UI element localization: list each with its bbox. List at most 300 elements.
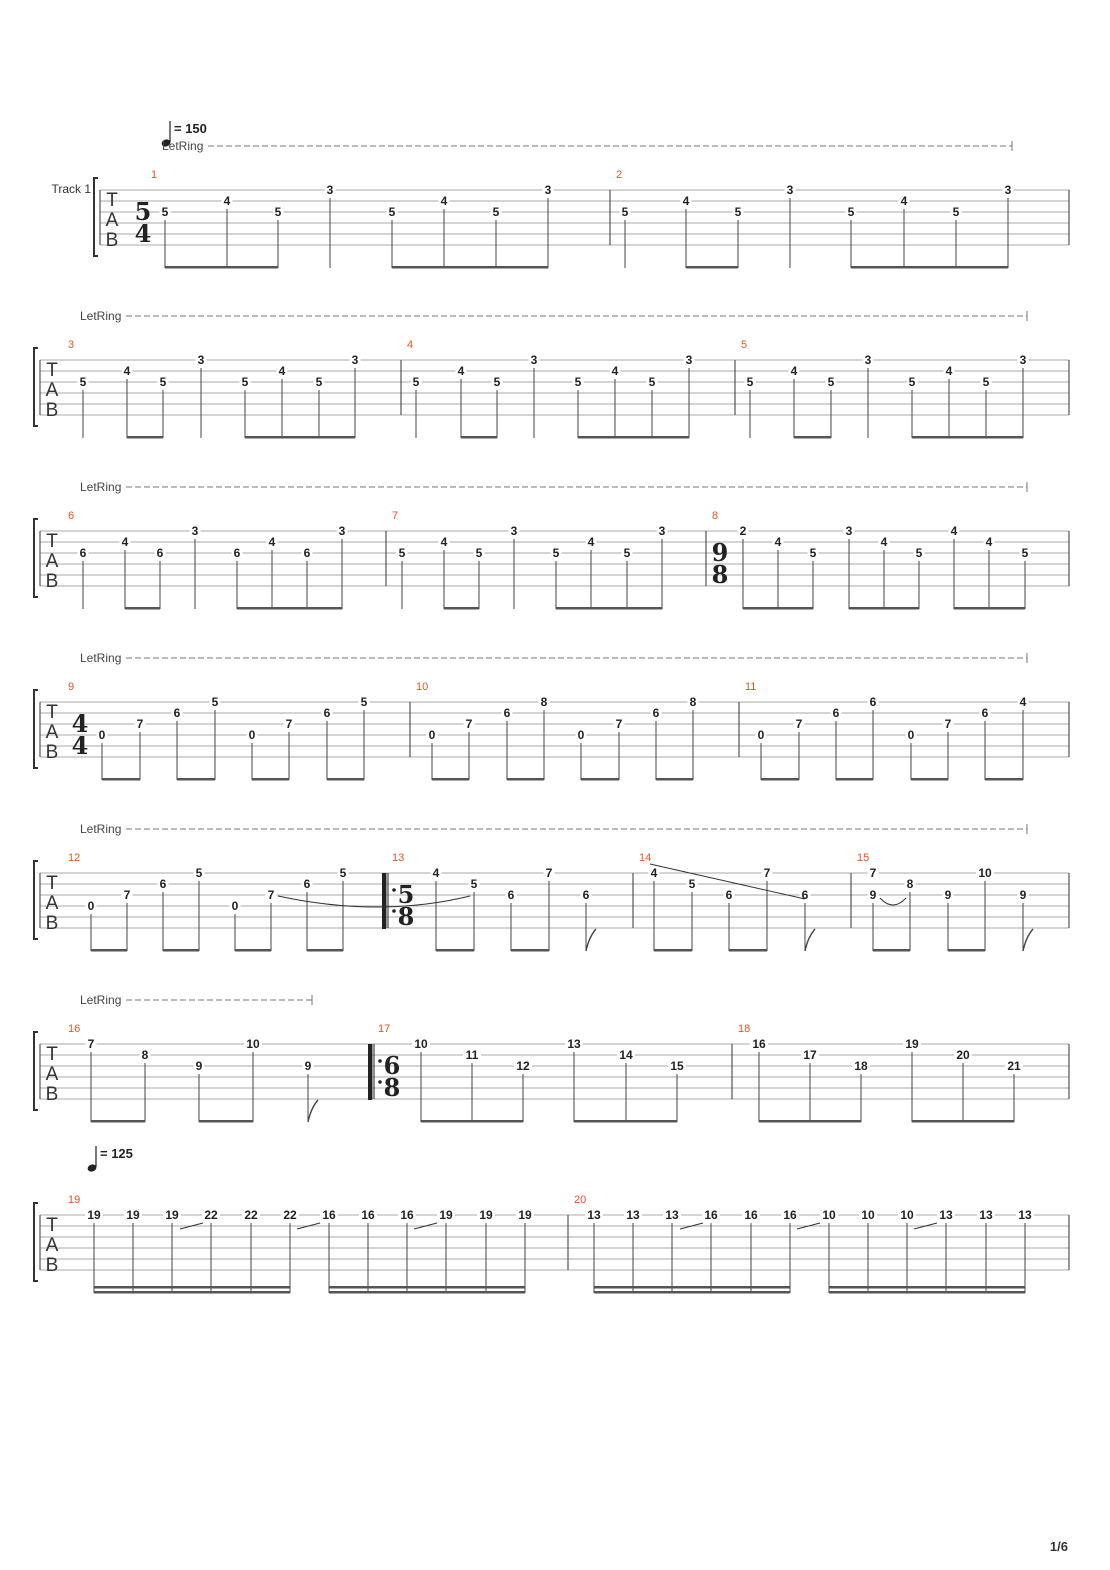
fret-number: 5: [746, 375, 754, 389]
fret-number: 0: [577, 728, 585, 742]
fret-number: 6: [156, 546, 164, 560]
fret-number: 4: [440, 535, 448, 549]
fret-number: 20: [956, 1048, 970, 1062]
beam: [163, 949, 199, 952]
fret-number: 21: [1007, 1059, 1021, 1073]
beam-secondary: [946, 1286, 986, 1289]
beam: [868, 1291, 907, 1294]
time-signature-bottom: 8: [711, 560, 729, 589]
beam: [282, 436, 319, 439]
tab-clef-letter: B: [45, 742, 59, 763]
fret-number: 3: [326, 183, 334, 197]
fret-number: 3: [544, 183, 552, 197]
beam: [574, 1120, 626, 1123]
beam: [751, 1291, 790, 1294]
fret-number: 19: [518, 1208, 532, 1222]
beam: [272, 607, 307, 610]
measure-number: 13: [392, 852, 405, 864]
tab-clef-letter: A: [45, 722, 59, 743]
beam-secondary: [211, 1286, 251, 1289]
beam: [904, 266, 956, 269]
beam-secondary: [711, 1286, 751, 1289]
letring-label: LetRing: [162, 139, 204, 153]
fret-number: 16: [752, 1037, 766, 1051]
fret-number: 6: [303, 546, 311, 560]
beam: [496, 266, 548, 269]
beam: [252, 778, 289, 781]
beam: [954, 607, 989, 610]
beam: [368, 1291, 407, 1294]
fret-number: 9: [869, 888, 877, 902]
fret-number: 4: [790, 364, 798, 378]
fret-number: 0: [757, 728, 765, 742]
fret-number: 3: [864, 353, 872, 367]
beam: [444, 266, 496, 269]
fret-number: 16: [400, 1208, 414, 1222]
fret-number: 4: [587, 535, 595, 549]
fret-number: 0: [231, 899, 239, 913]
fret-number: 6: [79, 546, 87, 560]
beam: [329, 1291, 368, 1294]
time-signature-bottom: 8: [397, 902, 415, 931]
fret-number: 22: [283, 1208, 297, 1222]
fret-number: 4: [611, 364, 619, 378]
fret-number: 0: [87, 899, 95, 913]
fret-number: 0: [907, 728, 915, 742]
tab-clef-letter: T: [46, 873, 58, 894]
fret-number: 10: [861, 1208, 875, 1222]
beam: [327, 778, 364, 781]
fret-number: 10: [822, 1208, 836, 1222]
beam: [729, 949, 767, 952]
beam: [948, 949, 985, 952]
fret-number: 3: [351, 353, 359, 367]
measure: [68, 1194, 534, 1294]
fret-number: 4: [900, 194, 908, 208]
fret-number: 19: [165, 1208, 179, 1222]
time-signature-bottom: 4: [134, 219, 152, 248]
fret-number: 8: [540, 695, 548, 709]
fret-number: 4: [985, 535, 993, 549]
measure-number: 16: [68, 1023, 81, 1035]
beam-secondary: [133, 1286, 172, 1289]
beam: [165, 266, 227, 269]
fret-number: 13: [567, 1037, 581, 1051]
fret-number: 5: [734, 205, 742, 219]
fret-number: 5: [648, 375, 656, 389]
fret-number: 12: [516, 1059, 530, 1073]
beam: [432, 778, 469, 781]
fret-number: 7: [87, 1037, 95, 1051]
letring-label: LetRing: [80, 309, 122, 323]
beam: [319, 436, 355, 439]
time-signature-bottom: 8: [383, 1073, 401, 1102]
fret-number: 13: [665, 1208, 679, 1222]
tab-clef-letter: T: [46, 531, 58, 552]
tab-clef-letter: B: [45, 400, 59, 421]
fret-number: 22: [204, 1208, 218, 1222]
beam: [743, 607, 778, 610]
fret-number: 13: [979, 1208, 993, 1222]
fret-number: 5: [475, 546, 483, 560]
measure-number: 17: [378, 1023, 391, 1035]
fret-number: 6: [981, 706, 989, 720]
beam: [133, 1291, 172, 1294]
measure-number: 12: [68, 852, 81, 864]
beam: [627, 607, 662, 610]
measure: [735, 339, 1029, 439]
fret-number: 7: [763, 866, 771, 880]
fret-number: 4: [650, 866, 658, 880]
beam: [307, 607, 342, 610]
beam-secondary: [329, 1286, 368, 1289]
letring-label: LetRing: [80, 651, 122, 665]
fret-number: 13: [939, 1208, 953, 1222]
fret-number: 6: [582, 888, 590, 902]
fret-number: 7: [136, 717, 144, 731]
measure: [568, 1194, 1034, 1294]
tempo-marking: = 125: [100, 1146, 133, 1161]
beam: [851, 266, 904, 269]
beam: [911, 778, 948, 781]
beam: [91, 949, 127, 952]
tie-curve: [880, 898, 906, 905]
beam: [986, 436, 1023, 439]
fret-number: 13: [1018, 1208, 1032, 1222]
measure: [401, 339, 695, 439]
beam: [949, 436, 986, 439]
fret-number: 13: [626, 1208, 640, 1222]
fret-number: 19: [87, 1208, 101, 1222]
fret-number: 5: [623, 546, 631, 560]
beam: [177, 778, 215, 781]
measure: [135, 169, 554, 269]
tab-clef-letter: A: [45, 1064, 59, 1085]
tab-clef-letter: B: [105, 230, 119, 251]
measure: [610, 169, 1014, 269]
beam: [407, 1291, 446, 1294]
fret-number: 5: [827, 375, 835, 389]
repeat-dot: [392, 888, 396, 892]
beam: [102, 778, 140, 781]
fret-number: 4: [268, 535, 276, 549]
fret-number: 0: [248, 728, 256, 742]
measure-number: 7: [392, 510, 399, 522]
measure-number: 14: [639, 852, 652, 864]
beam-secondary: [829, 1286, 868, 1289]
fret-number: 8: [906, 877, 914, 891]
time-signature-top: 4: [71, 709, 89, 738]
fret-number: 3: [510, 524, 518, 538]
beam: [989, 607, 1025, 610]
beam-secondary: [907, 1286, 946, 1289]
system-bracket: [34, 519, 38, 597]
fret-number: 4: [774, 535, 782, 549]
beam: [235, 949, 271, 952]
tab-clef-letter: B: [45, 1255, 59, 1276]
beam: [594, 1291, 633, 1294]
beam: [912, 436, 949, 439]
fret-number: 4: [223, 194, 231, 208]
fret-number: 5: [159, 375, 167, 389]
beam: [836, 778, 873, 781]
beam-secondary: [868, 1286, 907, 1289]
measure: [68, 681, 370, 781]
fret-number: 5: [339, 866, 347, 880]
fret-number: 6: [652, 706, 660, 720]
measure-number: 19: [68, 1194, 81, 1206]
beam: [711, 1291, 751, 1294]
beam: [307, 949, 343, 952]
eighth-flag: [308, 1100, 318, 1122]
beam: [511, 949, 549, 952]
beam: [591, 607, 627, 610]
beam: [956, 266, 1008, 269]
fret-number: 22: [244, 1208, 258, 1222]
letring-label: LetRing: [80, 480, 122, 494]
measure: [851, 852, 1033, 952]
measure-number: 20: [574, 1194, 587, 1206]
tab-clef-letter: B: [45, 1084, 59, 1105]
beam: [421, 1120, 472, 1123]
beam: [444, 607, 479, 610]
repeat-dot: [378, 1059, 382, 1063]
fret-number: 6: [507, 888, 515, 902]
fret-number: 7: [545, 866, 553, 880]
repeat-barline-thick: [368, 1044, 372, 1100]
beam: [946, 1291, 986, 1294]
measure-number: 5: [741, 339, 748, 351]
fret-number: 2: [739, 524, 747, 538]
time-signature-top: 5: [134, 197, 152, 226]
tab-system: [34, 1146, 1069, 1294]
system-bracket: [34, 348, 38, 426]
fret-number: 5: [398, 546, 406, 560]
fret-number: 5: [315, 375, 323, 389]
eighth-flag: [1023, 929, 1033, 951]
time-signature-top: 9: [711, 538, 729, 567]
measure: [732, 1023, 1023, 1123]
measure-number: 11: [745, 681, 757, 693]
fret-number: 4: [121, 535, 129, 549]
fret-number: 5: [915, 546, 923, 560]
beam-secondary: [986, 1286, 1025, 1289]
repeat-barline-thick: [382, 873, 386, 929]
fret-number: 7: [944, 717, 952, 731]
repeat-dot: [378, 1080, 382, 1084]
tab-system: [34, 309, 1069, 439]
beam: [829, 1291, 868, 1294]
beam: [94, 1291, 133, 1294]
measure-number: 4: [407, 339, 414, 351]
fret-number: 3: [786, 183, 794, 197]
fret-number: 7: [123, 888, 131, 902]
beam-secondary: [407, 1286, 446, 1289]
track-name: Track 1: [51, 182, 91, 196]
fret-number: 7: [465, 717, 473, 731]
fret-number: 5: [809, 546, 817, 560]
fret-number: 3: [1004, 183, 1012, 197]
fret-number: 4: [440, 194, 448, 208]
beam: [392, 266, 444, 269]
fret-number: 4: [950, 524, 958, 538]
beam: [227, 266, 278, 269]
fret-number: 8: [141, 1048, 149, 1062]
fret-number: 5: [493, 375, 501, 389]
beam-secondary: [594, 1286, 633, 1289]
measure-number: 9: [68, 681, 75, 693]
measure: [386, 510, 668, 610]
fret-number: 3: [685, 353, 693, 367]
beam: [91, 1120, 145, 1123]
fret-number: 6: [801, 888, 809, 902]
fret-number: 4: [880, 535, 888, 549]
fret-number: 7: [267, 888, 275, 902]
measure-number: 8: [712, 510, 719, 522]
fret-number: 11: [465, 1048, 479, 1062]
letring-label: LetRing: [80, 993, 122, 1007]
fret-number: 7: [285, 717, 293, 731]
fret-number: 5: [412, 375, 420, 389]
beam: [778, 607, 813, 610]
fret-number: 3: [1019, 353, 1027, 367]
fret-number: 16: [783, 1208, 797, 1222]
fret-number: 5: [688, 877, 696, 891]
beam: [761, 778, 799, 781]
fret-number: 9: [304, 1059, 312, 1073]
beam: [237, 607, 272, 610]
beam: [245, 436, 282, 439]
time-signature-top: 5: [397, 880, 415, 909]
fret-number: 10: [246, 1037, 260, 1051]
tab-clef-letter: T: [46, 1215, 58, 1236]
beam: [578, 436, 615, 439]
measure-number: 15: [857, 852, 870, 864]
fret-number: 14: [619, 1048, 633, 1062]
fret-number: 4: [457, 364, 465, 378]
system-bracket: [34, 1203, 38, 1281]
fret-number: 7: [795, 717, 803, 731]
fret-number: 5: [241, 375, 249, 389]
beam-secondary: [172, 1286, 211, 1289]
fret-number: 5: [574, 375, 582, 389]
tab-clef-letter: A: [45, 551, 59, 572]
fret-number: 6: [725, 888, 733, 902]
fret-number: 9: [195, 1059, 203, 1073]
beam: [963, 1120, 1014, 1123]
beam: [654, 949, 692, 952]
time-signature-top: 6: [383, 1051, 401, 1080]
fret-number: 4: [123, 364, 131, 378]
beam-secondary: [486, 1286, 525, 1289]
fret-number: 4: [682, 194, 690, 208]
measure: [410, 681, 699, 781]
fret-number: 19: [439, 1208, 453, 1222]
beam: [633, 1291, 672, 1294]
fret-number: 6: [303, 877, 311, 891]
beam: [199, 1120, 253, 1123]
fret-number: 5: [621, 205, 629, 219]
fret-number: 5: [492, 205, 500, 219]
tab-clef-letter: B: [45, 571, 59, 592]
beam: [810, 1120, 861, 1123]
beam: [794, 436, 831, 439]
beam-secondary: [446, 1286, 486, 1289]
beam-secondary: [94, 1286, 133, 1289]
fret-number: 3: [845, 524, 853, 538]
fret-number: 16: [704, 1208, 718, 1222]
measure: [706, 510, 1031, 610]
fret-number: 4: [278, 364, 286, 378]
fret-number: 6: [173, 706, 181, 720]
beam: [873, 949, 910, 952]
fret-number: 19: [905, 1037, 919, 1051]
beam: [507, 778, 544, 781]
measure: [68, 510, 348, 610]
measure-number: 2: [616, 169, 623, 181]
fret-number: 18: [854, 1059, 868, 1073]
fret-number: 5: [1021, 546, 1029, 560]
fret-number: 5: [388, 205, 396, 219]
beam: [211, 1291, 251, 1294]
page-number: 1/6: [1049, 1539, 1068, 1554]
tab-clef-letter: A: [45, 893, 59, 914]
eighth-flag: [586, 929, 596, 951]
time-signature-bottom: 4: [71, 731, 89, 760]
tab-content: [34, 121, 1069, 1294]
measure: [633, 852, 815, 952]
beam: [907, 1291, 946, 1294]
fret-number: 3: [197, 353, 205, 367]
beam: [626, 1120, 677, 1123]
system-bracket: [34, 861, 38, 939]
fret-number: 4: [1019, 695, 1027, 709]
fret-number: 16: [361, 1208, 375, 1222]
beam-secondary: [251, 1286, 290, 1289]
beam: [556, 607, 591, 610]
fret-number: 6: [233, 546, 241, 560]
fret-number: 4: [945, 364, 953, 378]
fret-number: 5: [908, 375, 916, 389]
fret-number: 3: [658, 524, 666, 538]
measure: [68, 339, 361, 439]
fret-number: 5: [79, 375, 87, 389]
measure-number: 1: [151, 169, 158, 181]
fret-number: 7: [615, 717, 623, 731]
fret-number: 16: [744, 1208, 758, 1222]
measure-number: 10: [416, 681, 429, 693]
tab-clef-letter: A: [105, 210, 119, 231]
beam: [985, 778, 1023, 781]
fret-number: 6: [503, 706, 511, 720]
system-bracket: [34, 690, 38, 768]
beam: [672, 1291, 711, 1294]
fret-number: 5: [470, 877, 478, 891]
tab-system: [34, 651, 1069, 781]
beam: [436, 949, 474, 952]
beam: [581, 778, 619, 781]
fret-number: 0: [98, 728, 106, 742]
fret-number: 6: [323, 706, 331, 720]
fret-number: 5: [952, 205, 960, 219]
beam-secondary: [672, 1286, 711, 1289]
fret-number: 5: [161, 205, 169, 219]
fret-number: 5: [847, 205, 855, 219]
fret-number: 8: [689, 695, 697, 709]
tab-clef-letter: T: [46, 702, 58, 723]
beam: [884, 607, 919, 610]
beam: [172, 1291, 211, 1294]
